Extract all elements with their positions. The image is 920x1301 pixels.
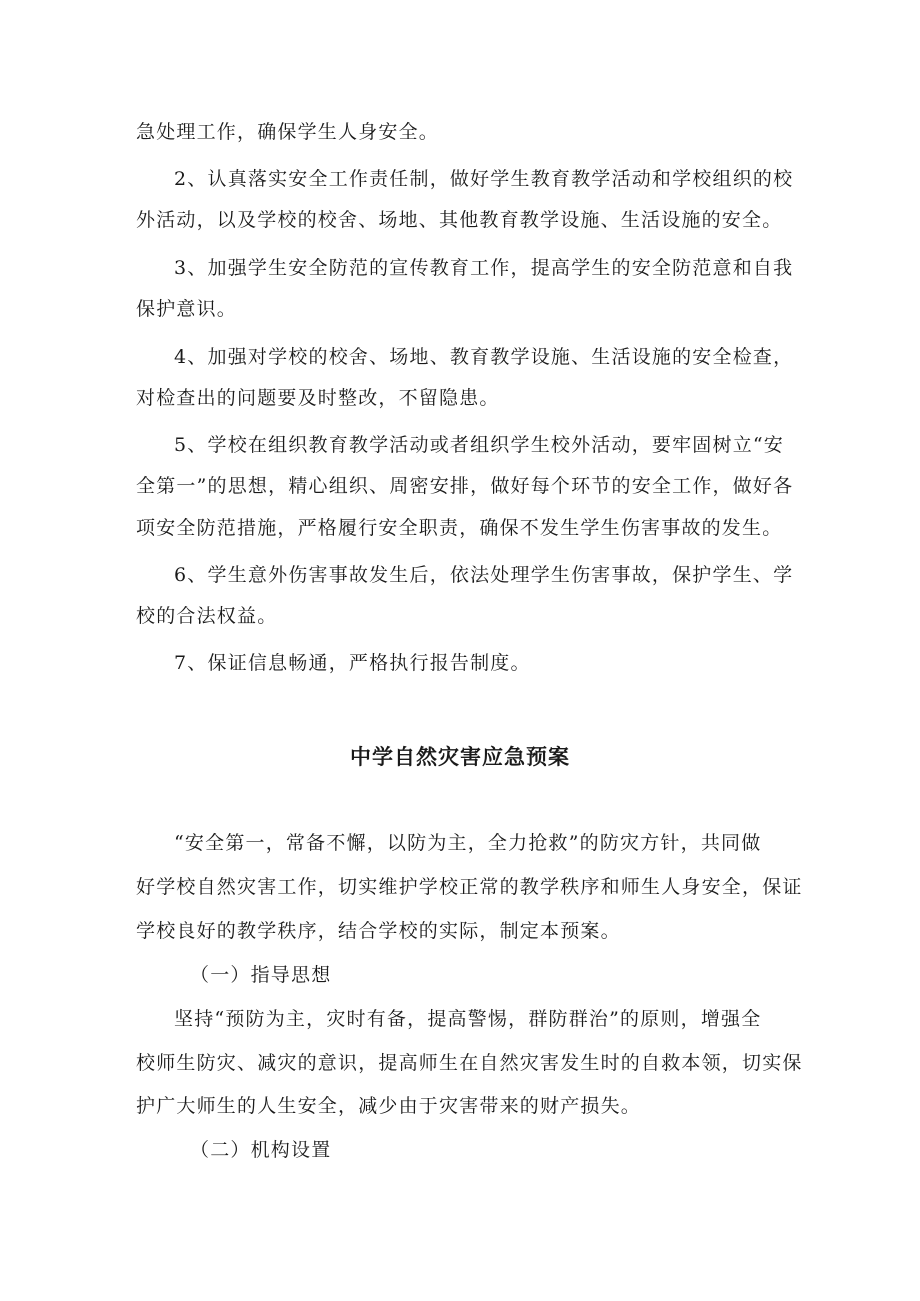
guide-line-1: 坚持“预防为主，灾时有备，提高警惕，群防群治”的原则，增强全 [174, 1008, 762, 1030]
item-3-line-2: 保护意识。 [136, 298, 238, 320]
item-5-line-3: 项安全防范措施，严格履行安全职责，确保不发生学生伤害事故的发生。 [136, 517, 783, 539]
intro-line-1: “安全第一，常备不懈，以防为主，全力抢救”的防灾方针，共同做 [174, 832, 762, 854]
document-title: 中学自然灾害应急预案 [350, 745, 570, 769]
item-5-line-1: 5、学校在组织教育教学活动或者组织学生校外活动，要牢固树立“安 [174, 434, 785, 456]
item-7-line: 7、保证信息畅通，严格执行报告制度。 [174, 652, 531, 674]
section-heading-guiding-ideology: （一）指导思想 [190, 964, 332, 986]
intro-line-2: 好学校自然灾害工作，切实维护学校正常的教学秩序和师生人身安全，保证 [136, 876, 803, 898]
paragraph-continuation: 急处理工作，确保学生人身安全。 [136, 121, 440, 143]
item-6-line-2: 校的合法权益。 [136, 605, 278, 627]
intro-line-3: 学校良好的教学秩序，结合学校的实际，制定本预案。 [136, 920, 621, 942]
item-5-line-2: 全第一”的思想，精心组织、周密安排，做好每个环节的安全工作，做好各 [136, 475, 794, 497]
item-4-line-1: 4、加强对学校的校舍、场地、教育教学设施、生活设施的安全检查， [174, 346, 794, 368]
section-heading-organization: （二）机构设置 [190, 1139, 332, 1161]
item-2-line-2: 外活动，以及学校的校舍、场地、其他教育教学设施、生活设施的安全。 [136, 209, 783, 231]
item-6-line-1: 6、学生意外伤害事故发生后，依法处理学生伤害事故，保护学生、学 [174, 564, 794, 586]
guide-line-3: 护广大师生的人生安全，减少由于灾害带来的财产损失。 [136, 1095, 642, 1117]
guide-line-2: 校师生防灾、减灾的意识，提高师生在自然灾害发生时的自救本领，切实保 [136, 1052, 803, 1074]
item-2-line-1: 2、认真落实安全工作责任制，做好学生教育教学活动和学校组织的校 [174, 168, 794, 190]
item-3-line-1: 3、加强学生安全防范的宣传教育工作，提高学生的安全防范意和自我 [174, 257, 794, 279]
item-4-line-2: 对检查出的问题要及时整改，不留隐患。 [136, 387, 500, 409]
